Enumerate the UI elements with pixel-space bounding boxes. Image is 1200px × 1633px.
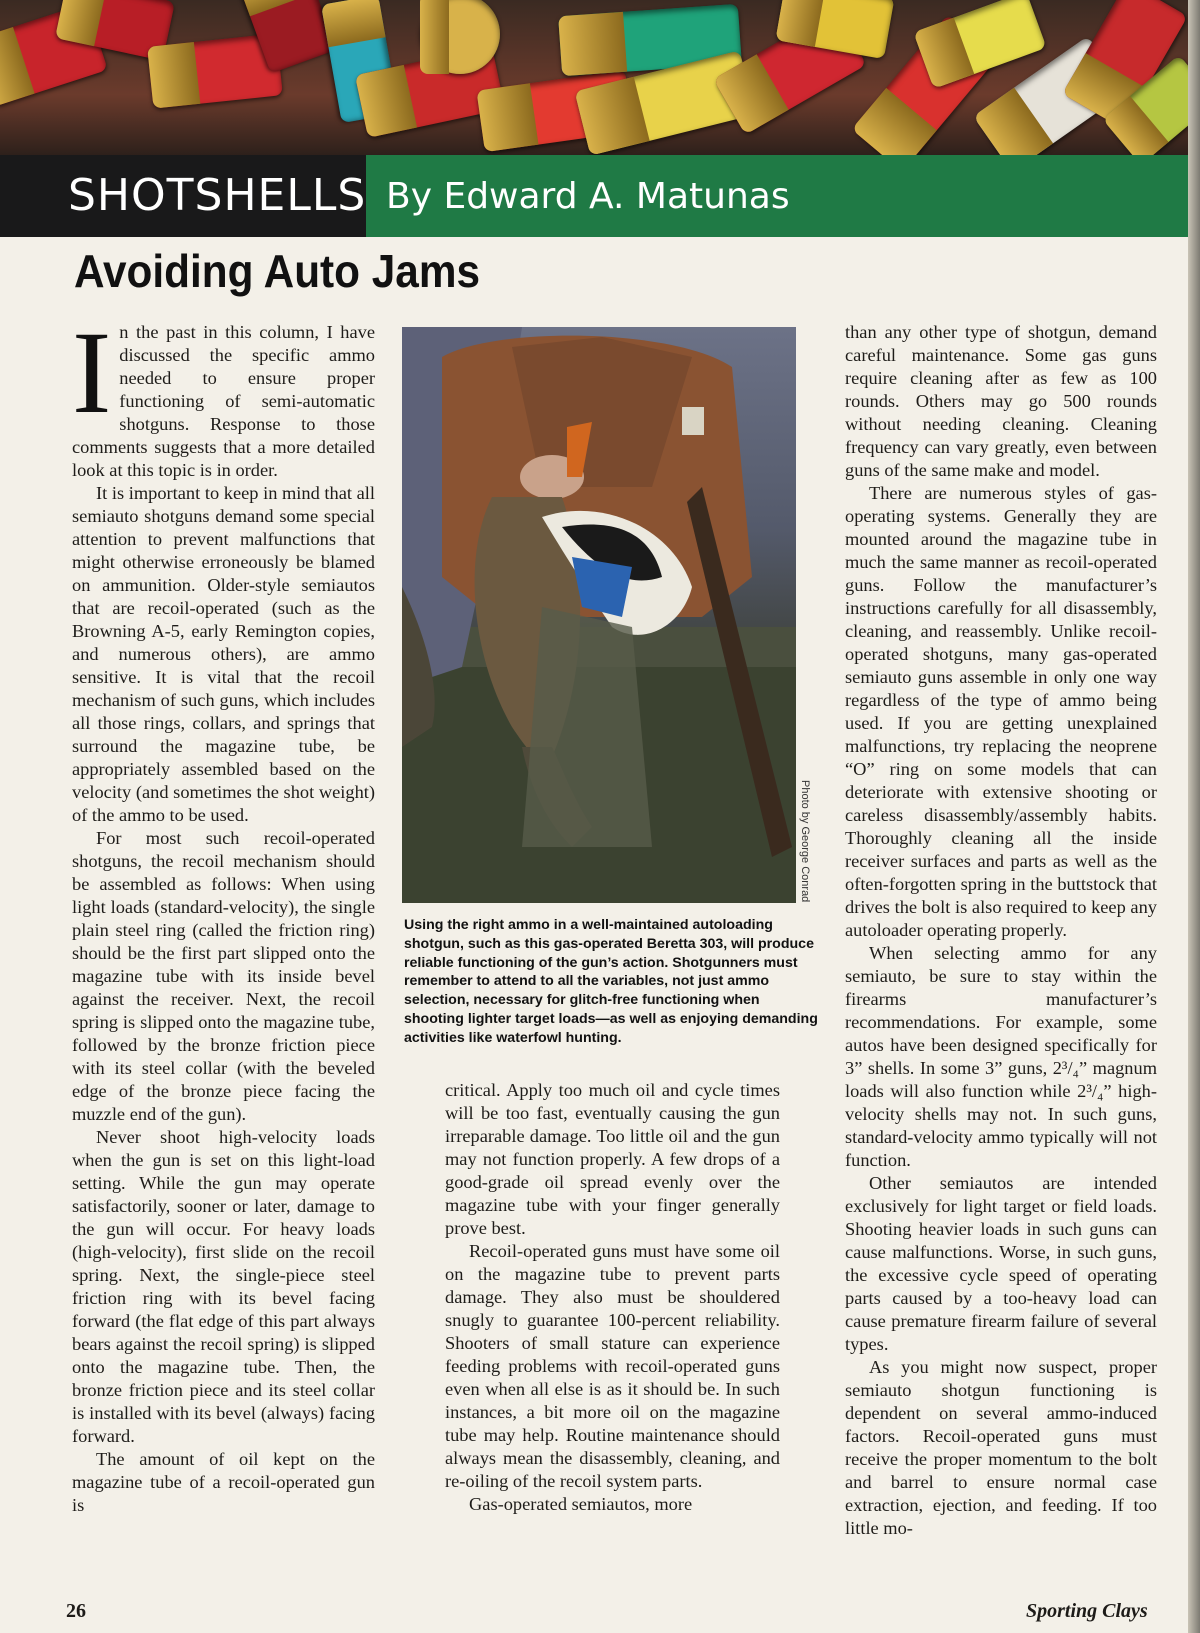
paragraph: The amount of oil kept on the magazine tube of a recoil-operated gun is: [72, 1449, 375, 1515]
hunter-with-ducks-illustration: [402, 327, 796, 903]
paragraph: When selecting ammo for any semiauto, be sure to stay within the firearms manufacturer’s recommendations. For example, some autos have been designed specifically for 3” shells. In some 3” guns, 2³/₄” magnum loads will also function while 2³/₄” high-velocity shells may not. In such guns, standard-velocity ammo typically will not function.: [845, 943, 1157, 1170]
department-title: SHOTSHELLS: [68, 170, 367, 221]
shotshell-banner-photo: [0, 0, 1200, 158]
page-number: 26: [66, 1600, 86, 1622]
duck-hunter-photo: [402, 327, 796, 903]
paragraph: critical. Apply too much oil and cycle times will be too fast, eventually causing the gun irreparable damage. Too little oil and the gun may not function properly. A few drops of a good-grade oil spread evenly over the magazine tube with your finger generally prove best.: [445, 1080, 780, 1238]
article-column-3: [845, 321, 1157, 1540]
paragraph: Gas-operated semiautos, more: [469, 1494, 693, 1514]
photo-credit: Photo by George Conrad: [799, 780, 811, 903]
photo-caption: Using the right ammo in a well-maintained autoloading shotgun, such as this gas-operated Beretta 303, will produce reliable functioning of the gun’s action. Shotgunners must remember to attend to all the variables, not just ammo selection, necessary for glitch-free functioning when shooting lighter target loads—as well as enjoying demanding activities like waterfowl hunting.: [404, 917, 818, 1046]
paragraph: Never shoot high-velocity loads when the gun is set on this light-load setting. While the gun may operate satisfactorily, sooner or later, damage to the gun will occur. For heavy loads (high-velocity), first slide on the recoil spring. Next, the single-piece steel friction ring with its bevel facing forward (the flat edge of this part always bears against the recoil spring) is slipped onto the magazine tube. Then, the bronze friction piece and its steel collar is installed with its bevel (always) facing forward.: [72, 1127, 375, 1446]
paragraph: There are numerous styles of gas-operating systems. Generally they are mounted around the magazine tube in much the same manner as recoil-operated guns. Follow the manufacturer’s instructions carefully for all disassembly, cleaning, and reassembly. Unlike recoil-operated shotguns, many gas-operated semiauto guns assemble in only one way regardless of the type of ammo being used. If you are getting unexplained malfunctions, try replacing the neoprene “O” ring on some models that can deteriorate with extensive shooting or careless disassembly/assembly habits. Thoroughly cleaning all the inside receiver surfaces and parts as well as the often-forgotten spring in the buttstock that drives the bolt is also required to keep any autoloader operating properly.: [845, 483, 1157, 940]
magazine-name: Sporting Clays: [1026, 1600, 1148, 1622]
article-column-1: [72, 307, 375, 1517]
page-spine-edge: [1188, 0, 1200, 1633]
author-byline: By Edward A. Matunas: [386, 176, 790, 217]
paragraph: For most such recoil-operated shotguns, the recoil mechanism should be assembled as follows: When using light loads (standard-velocity), the single plain steel ring (called the friction ring) should be the first part slipped onto the magazine tube with its inside bevel against the receiver. Next, the recoil spring is slipped onto the magazine tube, followed by the bronze friction piece with its steel collar (with the beveled edge of the bronze piece facing the muzzle end of the gun).: [72, 828, 375, 1124]
drop-cap: I: [72, 307, 112, 438]
paragraph: As you might now suspect, proper semiauto shotgun functioning is dependent on several ammo-induced factors. Recoil-operated guns must receive the proper momentum to the bolt and barrel to ensure normal case extraction, ejection, and feeding. If too little mo-: [845, 1357, 1157, 1538]
paragraph: Recoil-operated guns must have some oil on the magazine tube to prevent parts damage. They also must be shouldered snugly to guarantee 100-percent reliability. Shooters of small stature can experience feeding problems with recoil-operated guns even when all else is as it should be. In such instances, a bit more oil on the magazine tube may help. Routine maintenance should always mean the disassembly, cleaning, and re-oiling of the recoil system parts.: [445, 1241, 780, 1491]
paragraph: In the past in this column, I have discussed the specific ammo needed to ensure proper functioning of semi-automatic shotguns. Response to those comments suggests that a more detailed look at this topic is in order.: [72, 307, 375, 480]
paragraph: Other semiautos are intended exclusively for light target or field loads. Shooting heavier loads in such guns can cause malfunctions. Worse, in such guns, the excessive cycle speed of operating parts caused by a too-heavy load can cause premature firearm failure of several types.: [845, 1173, 1157, 1354]
article-column-2: [445, 1079, 780, 1516]
article-headline: Avoiding Auto Jams: [74, 245, 480, 297]
paragraph: than any other type of shotgun, demand careful maintenance. Some gas guns require cleaning after as few as 100 rounds. Others may go 500 rounds without needing cleaning. Cleaning frequency can vary greatly, even between guns of the same make and model.: [845, 322, 1157, 480]
paragraph: It is important to keep in mind that all semiauto shotguns demand some special attention to prevent malfunctions that might otherwise erroneously be blamed on ammunition. Older-style semiautos that are recoil-operated (such as the Browning A-5, early Remington copies, and numerous others), are ammo sensitive. It is vital that the recoil mechanism of such guns, which includes all those rings, collars, and springs that surround the magazine tube, be appropriately assembled based on the velocity (and sometimes the shot weight) of the ammo to be used.: [72, 483, 375, 825]
